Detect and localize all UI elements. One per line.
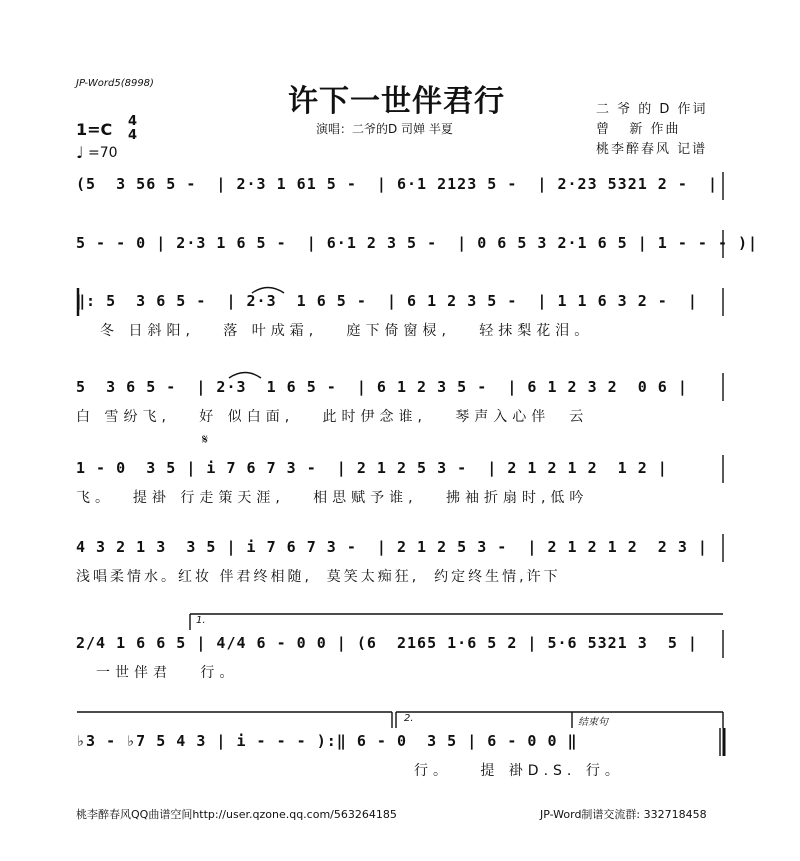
lyrics-row-5: 飞。 提褂 行走策天涯, 相思赋予谁, 拂袖折扇时,低吟 <box>76 490 589 506</box>
software-label: JP-Word5(8998) <box>76 78 154 89</box>
lyricist-credit: 二 爷 的 D 作词 <box>596 102 708 117</box>
key-signature: 1=C <box>76 120 113 139</box>
tempo-value: =70 <box>88 145 118 161</box>
score-row-2: 5 - - 0 | 2·3 1 6 5 - | 6·1 2 3 5 - | 0 6 5 3 2·1 6 5 | 1 - - - )| <box>76 234 759 252</box>
lyrics-row-4: 白 雪纷飞, 好 似白面, 此时伊念谁, 琴声入心伴 云 <box>76 409 589 425</box>
score-row-1: (5 3 56 5 - | 2·3 1 61 5 - | 6·1 2123 5 - | 2·23 5321 2 - | <box>76 175 718 193</box>
time-signature-top: 4 <box>128 114 138 129</box>
lyrics-row-8: 行。 提 褂D.S. 行。 <box>414 763 624 779</box>
lyrics-row-7: 一世伴君 行。 <box>96 665 239 681</box>
tempo-note-icon: ♩ <box>76 143 84 162</box>
score-row-5: 1 - 0 3 5 | i 7 6 7 3 - | 2 1 2 5 3 - | 2 1 2 1 2 1 2 | <box>76 459 668 477</box>
song-title: 许下一世伴君行 <box>288 84 505 119</box>
lyrics-row-6: 浅唱柔情水。红妆 伴君终相随, 莫笑太痴狂, 约定终生情,许下 <box>76 569 561 585</box>
transcriber-credit: 桃李醉春风 记谱 <box>596 142 708 157</box>
segno-icon: 𝄋 <box>202 432 209 448</box>
score-row-8: ♭3 - ♭7 5 4 3 | i - - - ):‖ 6 - 0 3 5 | 6 - 0 0 ‖ <box>76 732 578 750</box>
lyrics-row-3: 冬 日斜阳, 落 叶成霜, 庭下倚窗棂, 轻抹梨花泪。 <box>100 323 594 339</box>
score-row-7: 2/4 1 6 6 5 | 4/4 6 - 0 0 | (6 2165 1·6 5 2 | 5·6 5321 3 5 | <box>76 634 698 652</box>
singers: 演唱：二爷的D 司婵 半夏 <box>316 122 453 136</box>
volta-2-label: 2. <box>404 713 414 724</box>
time-signature-bottom: 4 <box>128 128 138 143</box>
footer-right: JP-Word制谱交流群: 332718458 <box>540 808 707 821</box>
composer-credit: 曾 新 作曲 <box>596 122 681 137</box>
score-row-6: 4 3 2 1 3 3 5 | i 7 6 7 3 - | 2 1 2 5 3 - | 2 1 2 1 2 2 3 | <box>76 538 708 556</box>
score-row-4: 5 3 6 5 - | 2·3 1 6 5 - | 6 1 2 3 5 - | 6 1 2 3 2 0 6 | <box>76 378 688 396</box>
volta-1-label: 1. <box>196 615 206 626</box>
footer-left: 桃李醉春风QQ曲谱空间http://user.qzone.qq.com/563264185 <box>76 808 397 821</box>
ending-label: 结束句 <box>578 717 608 728</box>
score-row-3: ‖: 5 3 6 5 - | 2·3 1 6 5 - | 6 1 2 3 5 - | 1 1 6 3 2 - | <box>76 292 698 310</box>
